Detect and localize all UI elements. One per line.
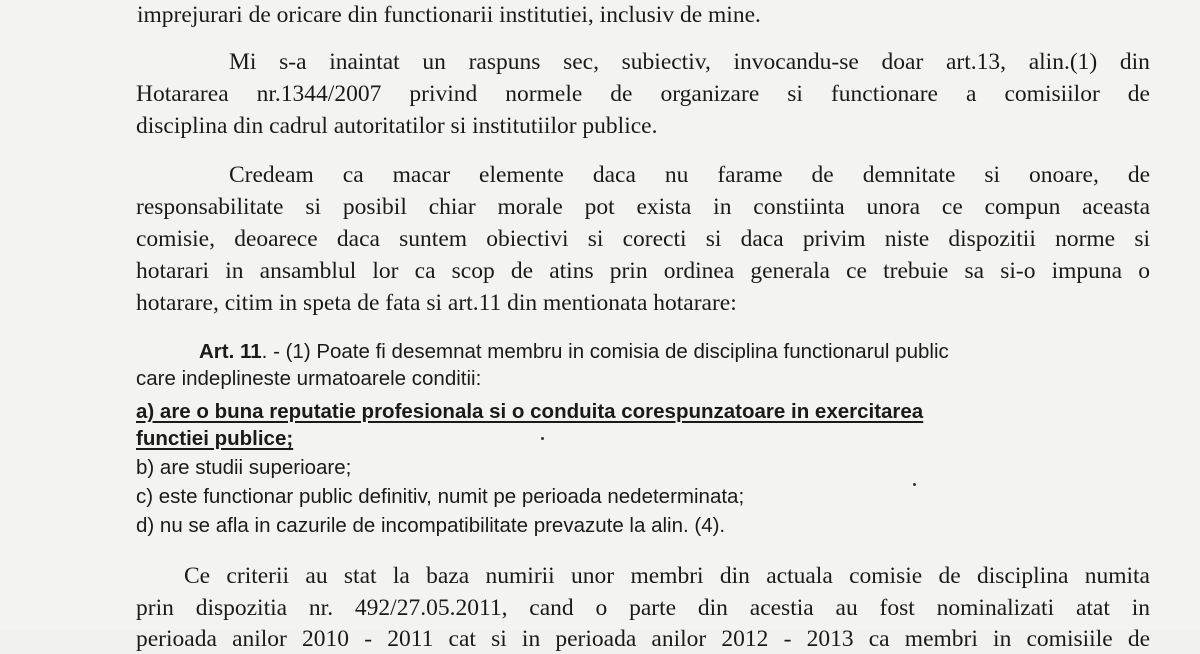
paragraph-3-line-3-partial: perioada anilor 2010 - 2011 cat si in perioada anilor 2012 - 2013 ca membri in comisiile de [136, 626, 1150, 652]
word: alin.(1) [1028, 49, 1098, 75]
word: Mi [229, 49, 257, 75]
paragraph-3-line-1: Ce criterii au stat la baza numirii unor membri din actuala comisie de disciplina numita [184, 563, 1150, 589]
word: subiectiv, [621, 49, 711, 75]
word: invocandu-se [733, 49, 859, 75]
article-item-a-line-1: a) are o buna reputatie profesionala si o conduita corespunzatoare in exercitarea [136, 400, 924, 423]
scan-speck [541, 437, 544, 440]
article-item-d: d) nu se afla in cazurile de incompatibilitate prevazute la alin. (4). [136, 514, 726, 537]
paragraph-2-line-2: responsabilitate si posibil chiar morale pot exista in constiinta unora ce compun aceasta [136, 194, 1150, 220]
word: art.13, [945, 49, 1007, 75]
scan-speck [913, 483, 916, 486]
word: din [1119, 49, 1150, 75]
paragraph-2-line-1: Credeam ca macar elemente daca nu farame de demnitate si onoare, de [229, 162, 1150, 188]
article-11-line-2: care indeplineste urmatoarele conditii: [136, 367, 482, 390]
paragraph-1-line-3: disciplina din cadrul autoritatilor si institutiilor publice. [136, 113, 658, 139]
word: inaintat [329, 49, 400, 75]
word: raspuns [468, 49, 541, 75]
paragraph-1-line-1 [229, 47, 1150, 77]
document-line-top: imprejurari de oricare din functionarii institutiei, inclusiv de mine. [137, 2, 761, 28]
word: s-a [279, 49, 307, 75]
paragraph-3-line-2: prin dispozitia nr. 492/27.05.2011, cand o parte din acestia au fost nominalizati atat in [136, 595, 1150, 621]
article-item-b: b) are studii superioare; [136, 456, 352, 479]
word: sec, [563, 49, 599, 75]
article-item-c: c) este functionar public definitiv, numit pe perioada nedeterminata; [136, 485, 745, 508]
article-label: Art. 11 [199, 340, 262, 363]
paragraph-2-line-3: comisie, deoarece daca suntem obiectivi si corecti si daca privim niste dispozitii norme si [136, 226, 1150, 252]
paragraph-1-line-2: Hotararea nr.1344/2007 privind normele de organizare si functionare a comisiilor de [136, 81, 1150, 107]
article-11-line-1 [199, 339, 949, 365]
article-item-a-line-2: functiei publice; [136, 427, 294, 450]
word: doar [881, 49, 924, 75]
paragraph-2-line-4: hotarari in ansamblul lor ca scop de atins prin ordinea generala ce trebuie sa si-o impuna o [136, 258, 1150, 284]
paragraph-2-line-5: hotarare, citim in speta de fata si art.11 din mentionata hotarare: [136, 290, 737, 316]
article-text: . - (1) Poate fi desemnat membru in comisia de disciplina functionarul public [261, 340, 949, 363]
word: un [422, 49, 446, 75]
